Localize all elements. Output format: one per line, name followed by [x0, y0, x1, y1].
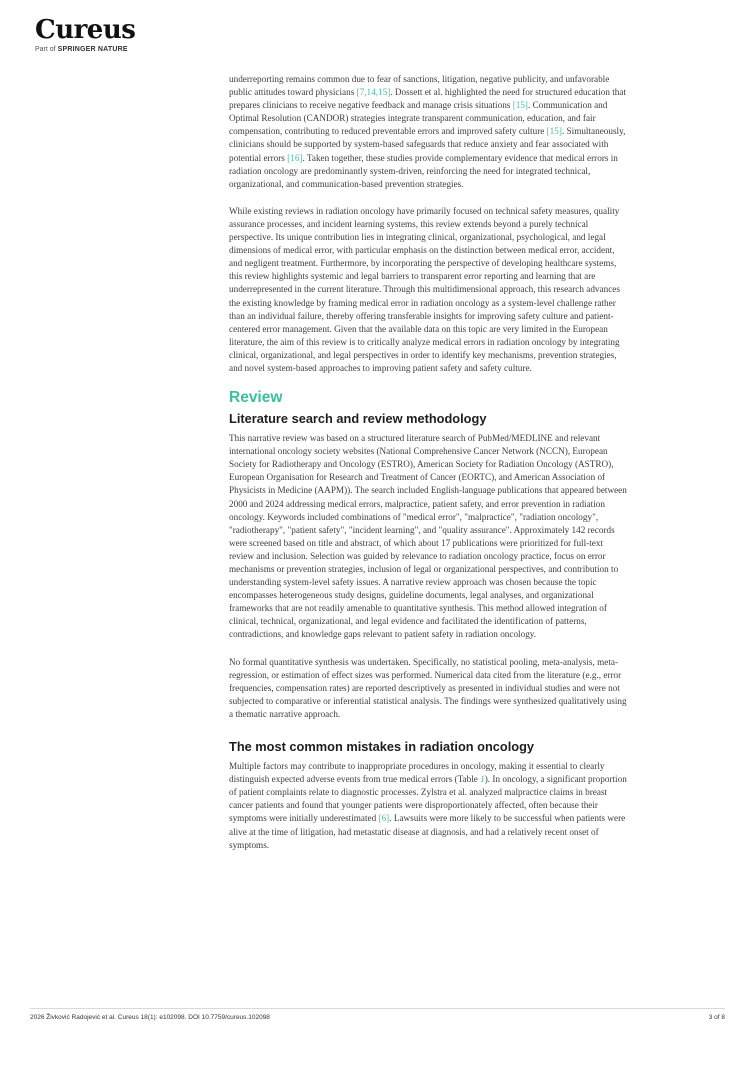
text-line	[229, 656, 719, 669]
text-run: dimensions of medical error, with particular emphasis on the distinction between medical error, accident,	[229, 245, 615, 256]
text-run: . Communication and	[528, 100, 608, 111]
text-run: "radiotherapy", "patient safety", "incident learning", and "quality assurance". Approximately 142 records	[229, 524, 615, 535]
text-line	[229, 165, 719, 178]
text-run: and negligent treatment. Furthermore, by incorporating the perspective of developing healthcare systems,	[229, 258, 617, 269]
page-number: 3 of 8	[708, 1014, 725, 1021]
paragraph-methodology-2	[229, 656, 719, 721]
text-run: perspective. Its unique contribution lies in integrating clinical, organizational, psychological, and legal	[229, 232, 606, 243]
text-line	[229, 270, 719, 283]
text-line	[229, 99, 719, 112]
subheading-methodology: Literature search and review methodology	[229, 411, 487, 427]
text-line	[229, 786, 719, 799]
footer-citation: 2026 Živković Radojević et al. Cureus 18(1): e102098. DOI 10.7759/cureus.102098	[30, 1014, 270, 1021]
text-line	[229, 138, 719, 151]
text-run: the existing knowledge by framing medical error in radiation oncology as a system-level challenge rather	[229, 297, 616, 308]
text-line	[229, 297, 719, 310]
logo-subtitle	[35, 45, 135, 54]
text-line	[229, 362, 719, 375]
text-line	[229, 826, 719, 839]
text-line	[229, 589, 719, 602]
text-run: Multiple factors may contribute to inappropriate procedures in oncology, making it essential to clearly	[229, 761, 605, 772]
text-run: cancer patients and found that younger patients were disproportionately affected, often because their	[229, 800, 598, 811]
text-line	[229, 112, 719, 125]
text-line	[229, 152, 719, 165]
citation-link[interactable]: [7,14,15]	[356, 87, 391, 98]
text-line	[229, 669, 719, 682]
text-run: understanding system-level safety issues. A narrative review approach was chosen because the topic	[229, 577, 597, 588]
text-line	[229, 537, 719, 550]
paragraph-common-mistakes-1	[229, 760, 719, 852]
text-line	[229, 310, 719, 323]
text-run: prepares clinicians to receive negative feedback and manage crisis situations	[229, 100, 513, 111]
text-run: frameworks that are not readily amenable to quantitative synthesis. This method allowed integration of	[229, 603, 607, 614]
text-line	[229, 445, 719, 458]
text-run: symptoms.	[229, 839, 270, 850]
page-footer	[30, 1014, 725, 1021]
text-run: potential errors	[229, 152, 288, 163]
text-run: symptoms were initially underestimated	[229, 813, 379, 824]
text-run: underreporting remains common due to fear of sanctions, litigation, negative publicity, and unfavorable	[229, 74, 610, 84]
text-line	[229, 839, 719, 852]
citation-link[interactable]: [16]	[287, 152, 303, 163]
citation-link[interactable]: [15]	[512, 100, 528, 111]
text-run: alive at the time of litigation, had metastatic disease at diagnosis, and had a relatively recent onset of	[229, 826, 599, 837]
text-run: mechanisms or prevention strategies, inclusion of legal or organizational perspectives, and contribution to	[229, 564, 619, 574]
text-run: oncology. Keywords included combinations of "medical error", "malpractice", "radiation oncology",	[229, 511, 599, 522]
journal-logo	[35, 16, 135, 54]
text-line	[229, 498, 719, 511]
text-line	[229, 125, 719, 138]
publisher-name: SPRINGER NATURE	[57, 46, 128, 53]
paragraph-intro-2	[229, 205, 719, 375]
text-run: . Lawsuits were more likely to be successful when patients were	[389, 813, 626, 824]
text-line	[229, 484, 719, 497]
text-line	[229, 178, 719, 191]
text-run: . Simultaneously,	[561, 126, 626, 137]
text-line	[229, 283, 719, 296]
text-run: Society for Radiotherapy and Oncology (ESTRO), American Society for Radiation Oncology (ASTRO),	[229, 459, 614, 470]
text-run: encompasses heterogeneous study designs, guideline documents, legal analyses, and organizational	[229, 590, 594, 601]
paragraph-methodology-1	[229, 432, 719, 642]
text-run: of patient complaints relate to diagnostic processes. Zylstra et al. analyzed malpractice claims in breast	[229, 787, 608, 798]
text-run: radiation oncology are predominantly system-driven, reinforcing the need for integrated technical,	[229, 165, 591, 176]
text-run: While existing reviews in radiation oncology have primarily focused on technical safety measures, quality	[229, 205, 620, 216]
table-reference-link[interactable]: 1	[480, 774, 485, 785]
text-line	[229, 323, 719, 336]
text-run: regression, or estimation of effect sizes was performed. Numerical data cited from the literature (e.g., error	[229, 669, 622, 680]
text-line	[229, 511, 719, 524]
text-line	[229, 73, 719, 86]
text-line	[229, 799, 719, 812]
text-line	[229, 708, 719, 721]
text-run: subjected to comparative or inferential statistical analysis. The findings were synthesized qualitatively using	[229, 695, 627, 706]
logo-sub-prefix: Part of	[35, 46, 58, 53]
text-line	[229, 257, 719, 270]
text-line	[229, 576, 719, 589]
text-line	[229, 349, 719, 362]
text-line	[229, 336, 719, 349]
text-line	[229, 471, 719, 484]
text-run: assurance processes, and incident learning systems, this review extends beyond a purely technical	[229, 218, 589, 229]
text-line	[229, 458, 719, 471]
text-run: frequencies, compensation rates) are reported descriptively as presented in individual studies and were not	[229, 682, 620, 693]
text-line	[229, 218, 719, 231]
text-run: and novel system-based approaches to improving patient safety and safety culture.	[229, 362, 532, 373]
text-run: Physicists in Medicine (AAPM)). The search included English-language publications that appeared between	[229, 485, 627, 496]
text-line	[229, 550, 719, 563]
text-run: . Dossett et al. highlighted the need for structured education that	[390, 87, 627, 98]
text-run: international oncology society websites (National Comprehensive Cancer Network (NCCN), European	[229, 446, 608, 457]
subheading-common-mistakes: The most common mistakes in radiation oncology	[229, 739, 535, 755]
article-body	[229, 73, 719, 866]
text-run: clinicians should be supported by system-based safeguards that reduce anxiety and fear associated with	[229, 139, 609, 150]
text-run: clinical, organizational, and legal perspectives in order to identify key mechanisms, prevention strategies,	[229, 349, 617, 360]
text-line	[229, 244, 719, 257]
text-line	[229, 524, 719, 537]
text-run: than an individual failure, thereby offering transferable insights for improving safety culture and patient-	[229, 310, 614, 321]
citation-link[interactable]: [6]	[378, 813, 390, 824]
logo-title: Cureus	[35, 15, 136, 45]
text-run: this review highlights systemic and legal barriers to transparent error reporting and learning that are	[229, 271, 596, 282]
text-line	[229, 602, 719, 615]
text-run: underrepresented in the current literature. Through this multidimensional approach, this research advances	[229, 284, 620, 295]
text-run: . Taken together, these studies provide complementary evidence that medical errors in	[302, 152, 618, 163]
text-run: European Organisation for Research and Treatment of Cancer (EORTC), and American Association of	[229, 472, 606, 483]
text-run: centered error management. Given that the available data on this topic are very limited in the European	[229, 323, 608, 334]
text-run: public attitudes toward physicians	[229, 87, 357, 98]
text-line	[229, 432, 719, 445]
text-run: compensation, contributing to reduced preventable errors and improved safety culture	[229, 126, 547, 137]
text-run: were screened based on title and abstract, of which about 17 publications were prioritized for full-text	[229, 537, 604, 548]
text-line	[229, 628, 719, 641]
text-line	[229, 205, 719, 218]
text-run: 2000 and 2024 addressing medical errors, malpractice, patient safety, and error prevention in radiation	[229, 498, 605, 509]
text-run: contradictions, and knowledge gaps relevant to patient safety in radiation oncology.	[229, 629, 537, 640]
text-run: organizational, and communication-based prevention strategies.	[229, 178, 464, 189]
text-run: No formal quantitative synthesis was undertaken. Specifically, no statistical pooling, meta-analysis, meta-	[229, 656, 619, 667]
paragraph-intro-1	[229, 73, 719, 191]
text-run: ). In oncology, a significant proportion	[484, 774, 627, 785]
citation-link[interactable]: [15]	[546, 126, 562, 137]
text-run: review and inclusion. Selection was guided by relevance to radiation oncology practice, focus on error	[229, 550, 606, 561]
text-line	[229, 695, 719, 708]
text-line	[229, 615, 719, 628]
text-line	[229, 682, 719, 695]
text-line	[229, 86, 719, 99]
text-line	[229, 773, 719, 786]
text-run: clinical, technical, organizational, and legal evidence and facilitated the identification of patterns,	[229, 616, 587, 627]
text-run: a thematic narrative approach.	[229, 708, 341, 719]
text-run: This narrative review was based on a structured literature search of PubMed/MEDLINE and relevant	[229, 433, 601, 444]
text-run: Optimal Resolution (CANDOR) strategies integrate transparent communication, education, and fair	[229, 113, 596, 124]
text-line	[229, 760, 719, 773]
footer-divider	[30, 1008, 725, 1009]
text-line	[229, 231, 719, 244]
text-run: literature, the aim of this review is to critically analyze medical errors in radiation oncology by integrating	[229, 336, 620, 347]
section-heading-review: Review	[229, 389, 283, 407]
text-line	[229, 563, 719, 576]
text-run: distinguish expected adverse events from true medical errors (Table	[229, 774, 481, 785]
text-line	[229, 812, 719, 825]
